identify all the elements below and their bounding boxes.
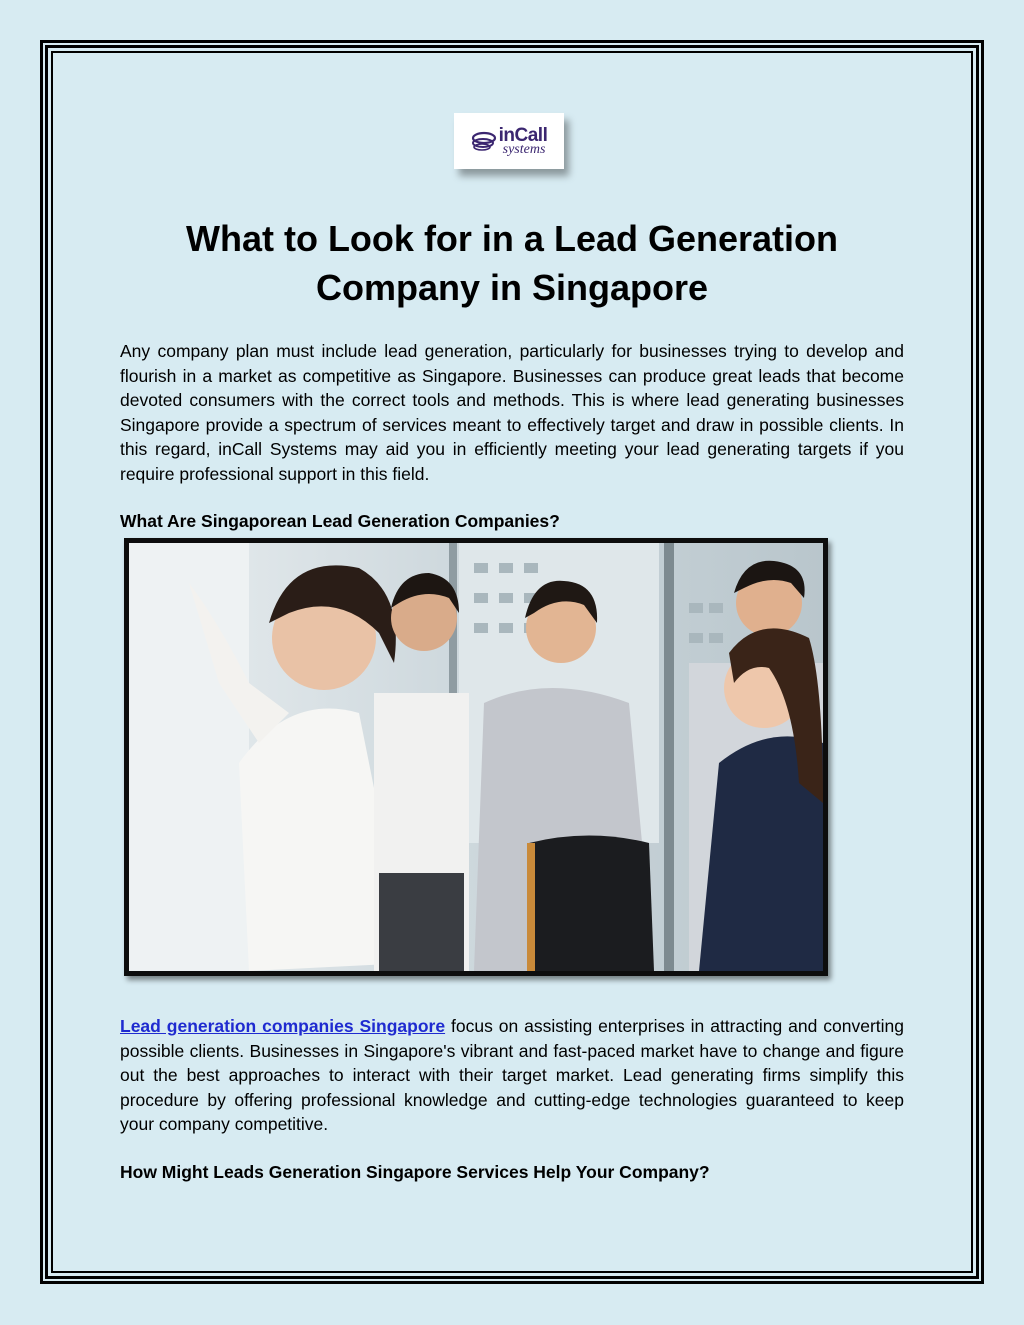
section-heading-what-are: What Are Singaporean Lead Generation Companies? <box>120 511 560 531</box>
logo-subtitle: systems <box>502 141 546 157</box>
section-heading-how-might: How Might Leads Generation Singapore Services Help Your Company? <box>120 1162 710 1182</box>
logo-wordmark: inCall <box>498 124 548 146</box>
lead-generation-link[interactable]: Lead generation companies Singapore <box>120 1016 446 1036</box>
team-meeting-photo <box>124 538 828 976</box>
incall-swoosh-icon <box>471 126 497 156</box>
lead-gen-paragraph <box>120 1014 904 1137</box>
incall-logo <box>454 113 564 169</box>
page-title: What to Look for in a Lead Generation Company in Singapore <box>185 218 839 308</box>
photo-illustration <box>129 543 823 971</box>
intro-paragraph: Any company plan must include lead generation, particularly for businesses trying to develop and flourish in a market as competitive as Singapore. Businesses can produce great leads that become devoted consumers with the correct tools and methods. This is where lead generating businesses Singapore provide a spectrum of services meant to effectively target and draw in possible clients. In this regard, inCall Systems may aid you in efficiently meeting your lead generating targets if you require professional support in this field. <box>120 341 904 484</box>
lead-gen-paragraph-text: focus on assisting enterprises in attracting and converting possible clients. Businesses in Singapore's vibrant and fast-paced market have to change and figure out the best approaches to interact with their target market. Lead generating firms simplify this procedure by offering professional knowledge and cutting-edge technologies guaranteed to keep your company competitive. <box>120 1016 904 1134</box>
